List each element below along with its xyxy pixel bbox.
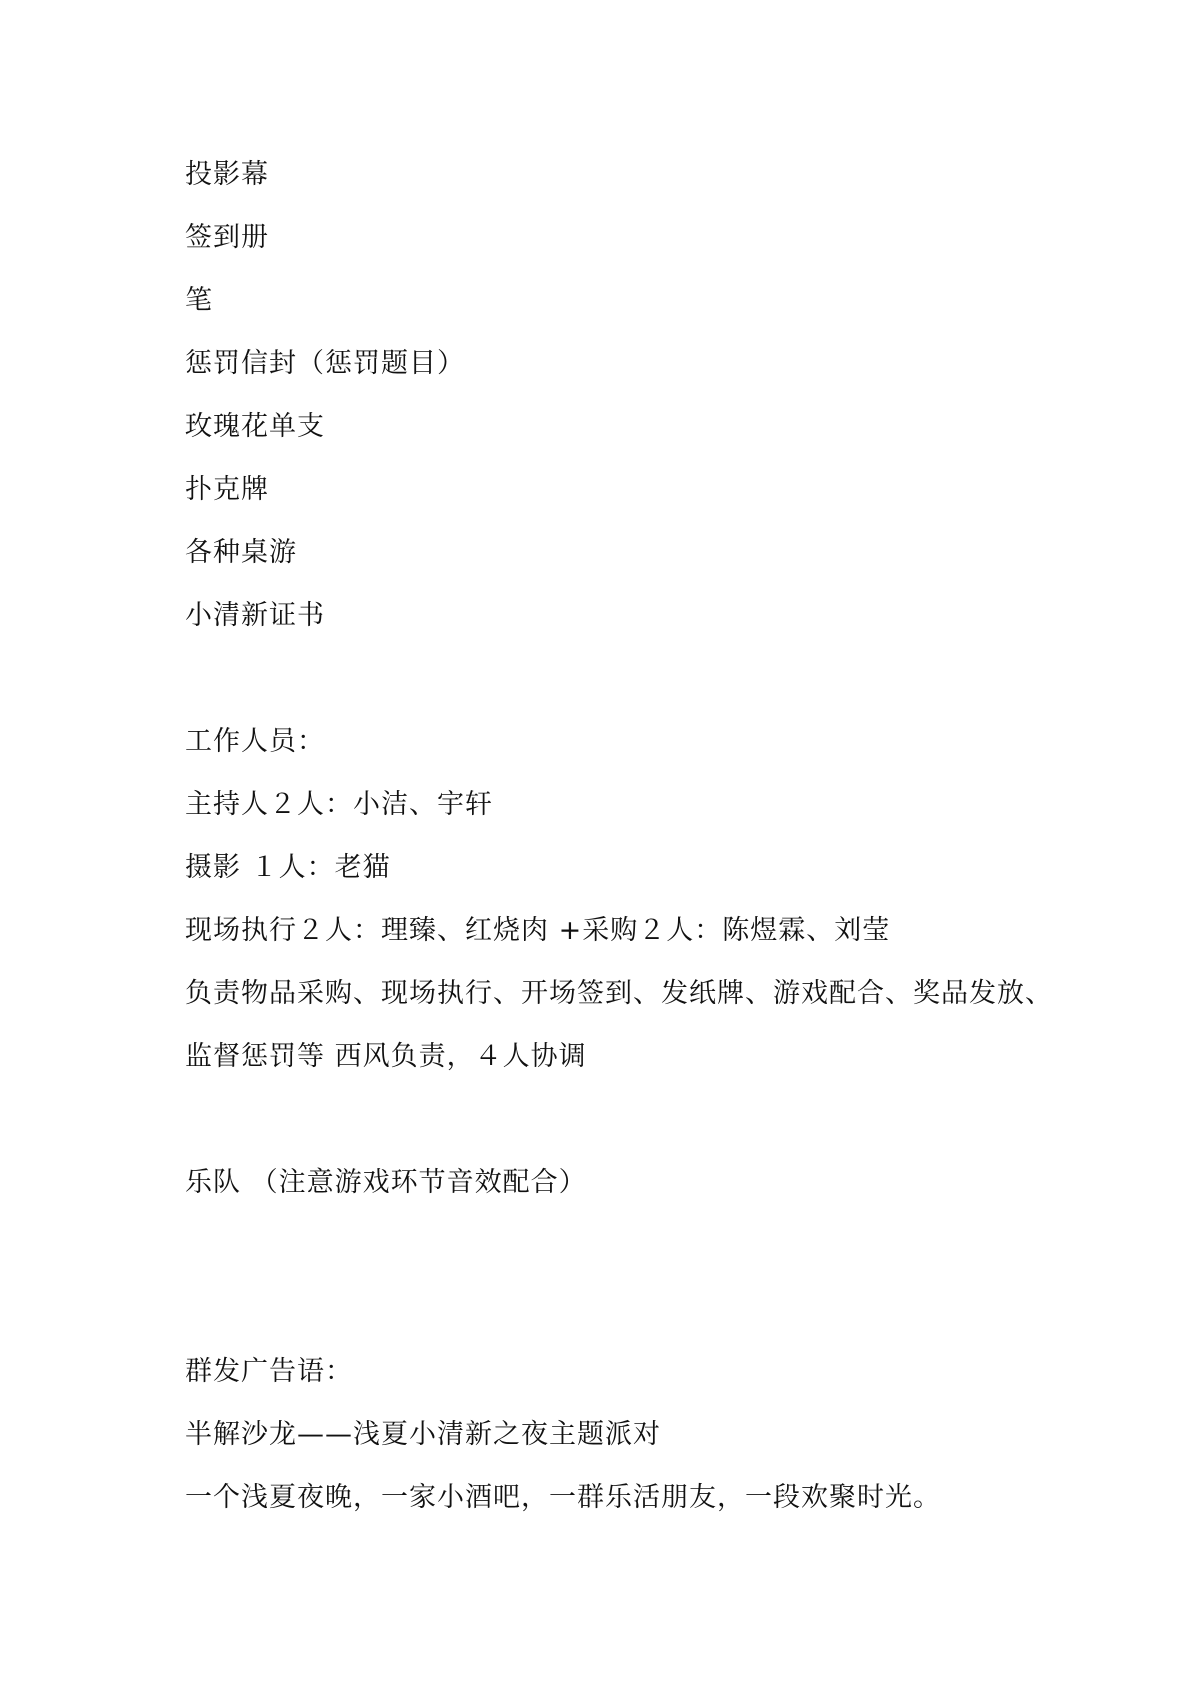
item-penalty-envelope: 惩罚信封（惩罚题目） <box>185 348 465 379</box>
item-signin-book: 签到册 <box>185 222 269 253</box>
staff-duties-line2: 监督惩罚等 西风负责，４人协调 <box>185 1041 587 1072</box>
ad-heading: 群发广告语： <box>185 1356 353 1387</box>
item-rose: 玫瑰花单支 <box>185 411 325 442</box>
item-certificate: 小清新证书 <box>185 600 325 631</box>
item-pen: 笔 <box>185 285 213 316</box>
ad-title: 半解沙龙——浅夏小清新之夜主题派对 <box>185 1419 661 1450</box>
staff-execution: 现场执行２人：理臻、红烧肉 +采购２人：陈煜霖、刘莹 <box>185 915 891 946</box>
staff-duties-line1: 负责物品采购、现场执行、开场签到、发纸牌、游戏配合、奖品发放、 <box>185 978 1053 1009</box>
staff-photographer: 摄影 １人：老猫 <box>185 852 391 883</box>
band-note: 乐队 （注意游戏环节音效配合） <box>185 1167 587 1198</box>
staff-host: 主持人２人：小洁、宇轩 <box>185 789 493 820</box>
ad-slogan: 一个浅夏夜晚，一家小酒吧，一群乐活朋友，一段欢聚时光。 <box>185 1482 941 1513</box>
item-board-games: 各种桌游 <box>185 537 297 568</box>
staff-heading: 工作人员： <box>185 726 325 757</box>
item-projector-screen: 投影幕 <box>185 159 269 190</box>
item-playing-cards: 扑克牌 <box>185 474 269 505</box>
